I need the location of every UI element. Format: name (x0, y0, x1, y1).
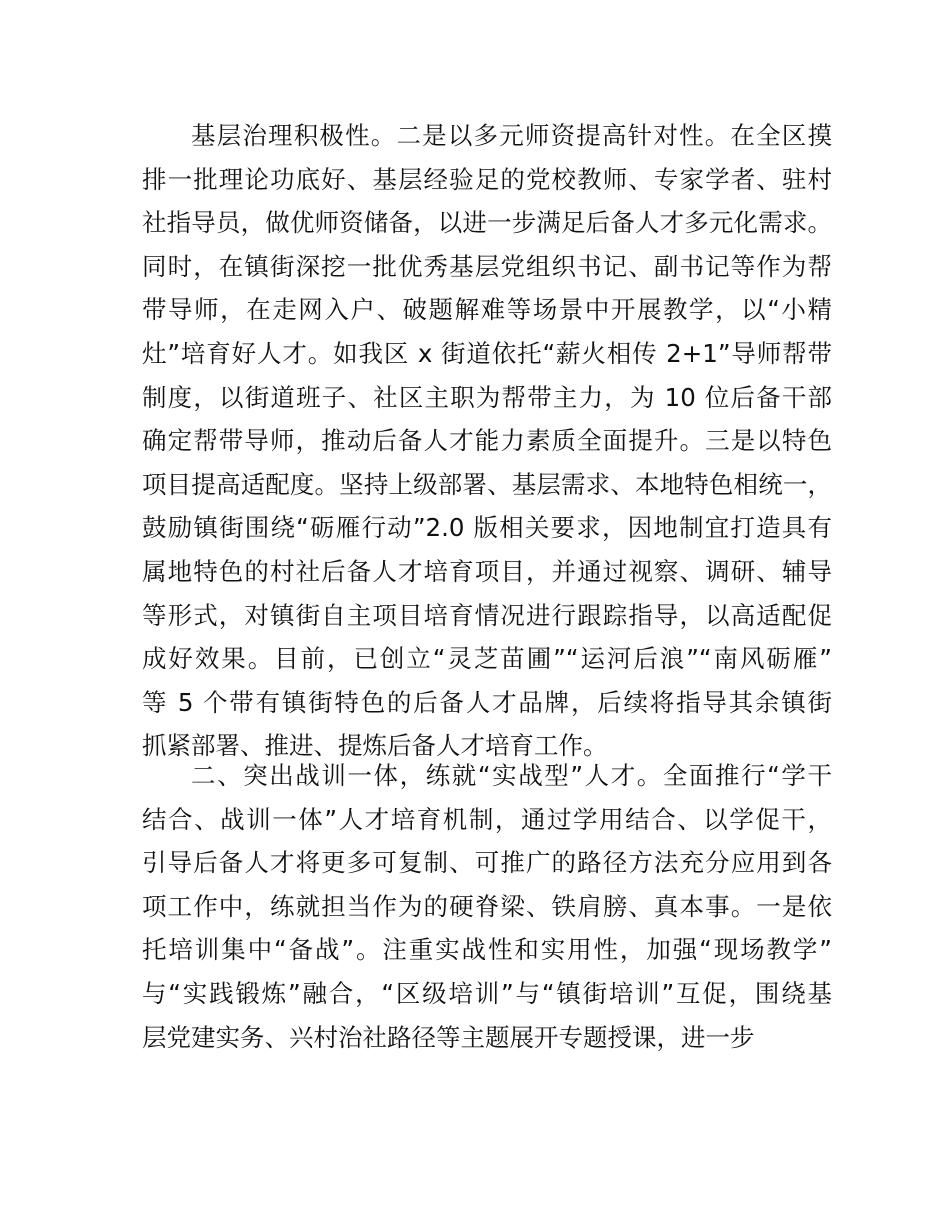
text-line: 灶”培育好人才。如我区 x 街道依托“薪火相传 2+1”导师帮带 (142, 338, 832, 368)
text-line: 结合、战训一体”人才培育机制，通过学用结合、以学促干， (142, 804, 832, 834)
text-line: 等形式，对镇街自主项目培育情况进行跟踪指导，以高适配促 (142, 600, 832, 630)
text-line: 与“实践锻炼”融合，“区级培训”与“镇街培训”互促，围绕基 (142, 978, 832, 1008)
text-line: 引导后备人才将更多可复制、可推广的路径方法充分应用到各 (142, 848, 832, 878)
text-line: 制度，以街道班子、社区主职为帮带主力，为 10 位后备干部 (142, 382, 832, 412)
text-line: 项工作中，练就担当作为的硬脊梁、铁肩膀、真本事。一是依 (142, 891, 832, 921)
text-line: 基层治理积极性。二是以多元师资提高针对性。在全区摸 (191, 121, 832, 150)
text-line: 项目提高适配度。坚持上级部署、基层需求、本地特色相统一， (142, 469, 832, 499)
text-line: 排一批理论功底好、基层经验足的党校教师、专家学者、驻村 (142, 164, 832, 194)
text-line: 二、突出战训一体，练就“实战型”人才。全面推行“学干 (191, 761, 832, 790)
text-line: 抓紧部署、推进、提炼后备人才培育工作。 (142, 731, 608, 761)
text-line: 托培训集中“备战”。注重实战性和实用性，加强“现场教学” (142, 935, 832, 965)
text-line: 鼓励镇街围绕“砺雁行动”2.0 版相关要求，因地制宜打造具有 (142, 513, 832, 543)
text-line: 同时，在镇街深挖一批优秀基层党组织书记、副书记等作为帮 (142, 251, 832, 281)
text-line: 成好效果。目前，已创立“灵芝苗圃”“运河后浪”“南风砺雁” (142, 644, 832, 674)
text-line: 确定帮带导师，推动后备人才能力素质全面提升。三是以特色 (142, 426, 832, 456)
text-line: 层党建实务、兴村治社路径等主题展开专题授课，进一步 (142, 1022, 755, 1052)
text-line: 属地特色的村社后备人才培育项目，并通过视察、调研、辅导 (142, 556, 832, 586)
paragraph-1 (142, 114, 832, 768)
text-line: 社指导员，做优师资储备，以进一步满足后备人才多元化需求。 (142, 208, 832, 238)
text-line: 带导师，在走网入户、破题解难等场景中开展教学，以“小精 (142, 295, 832, 325)
text-line: 等 5 个带有镇街特色的后备人才品牌，后续将指导其余镇街 (142, 687, 832, 717)
paragraph-2 (142, 754, 832, 1059)
